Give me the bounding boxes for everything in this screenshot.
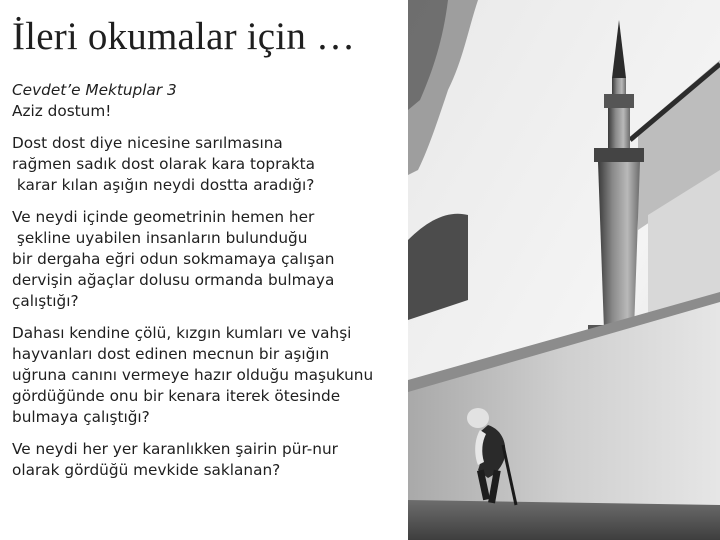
paragraph xyxy=(12,323,404,428)
paragraph-line: rağmen sadık dost olarak kara toprakta xyxy=(12,155,315,173)
paragraph-line: dervişin ağaçlar dolusu ormanda bulmaya xyxy=(12,271,335,289)
mosque-minaret-photo xyxy=(408,0,720,540)
letter-text xyxy=(12,80,404,481)
paragraph-line: Dost dost diye nicesine sarılmasına xyxy=(12,134,283,152)
paragraph-line: bir dergaha eğri odun sokmamaya çalışan xyxy=(12,250,335,268)
paragraph-line: Ve neydi her yer karanlıkken şairin pür-nur xyxy=(12,440,338,458)
paragraph-line: bulmaya çalıştığı? xyxy=(12,408,150,426)
paragraph-line: Dahası kendine çölü, kızgın kumları ve vahşi xyxy=(12,324,352,342)
paragraph-line: şekline uyabilen insanların bulunduğu xyxy=(12,229,308,247)
paragraph-line: olarak gördüğü mevkide saklanan? xyxy=(12,461,281,479)
paragraph-line: uğruna canını vermeye hazır olduğu maşukunu xyxy=(12,366,374,384)
paragraph-line: Ve neydi içinde geometrinin hemen her xyxy=(12,208,315,226)
paragraph xyxy=(12,207,404,312)
slide-title: İleri okumalar için … xyxy=(12,15,356,58)
paragraph-line: hayvanları dost edinen mecnun bir aşığın xyxy=(12,345,330,363)
letter-greeting: Aziz dostum! xyxy=(12,102,112,120)
letter-heading: Cevdet’e Mektuplar 3 xyxy=(12,81,177,99)
paragraph xyxy=(12,133,404,196)
paragraph-line: çalıştığı? xyxy=(12,292,79,310)
paragraph-line: gördüğünde onu bir kenara iterek ötesinde xyxy=(12,387,341,405)
paragraph xyxy=(12,439,404,481)
paragraph-line: karar kılan aşığın neydi dostta aradığı? xyxy=(12,176,315,194)
